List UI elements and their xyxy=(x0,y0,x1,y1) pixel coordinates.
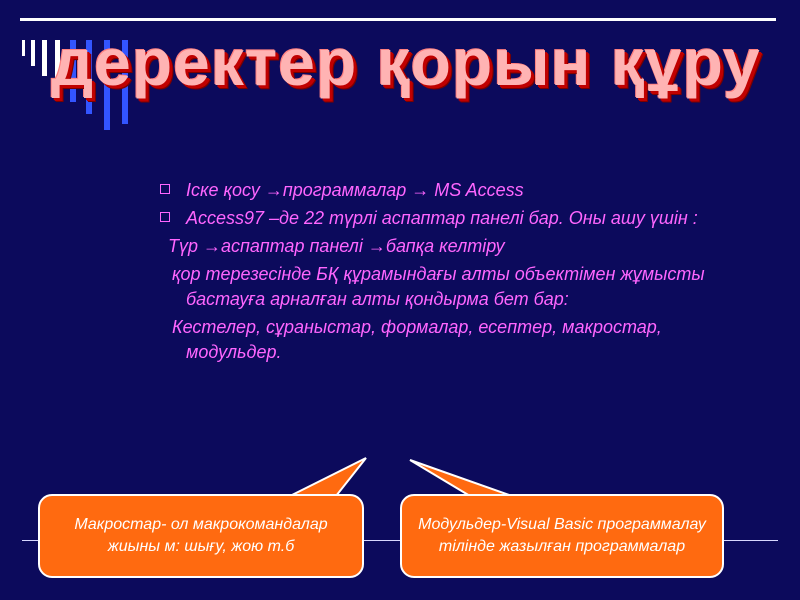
text-line: қор терезесінде БҚ құрамындағы алты объектімен жұмысты бастауға арналған алты қондырма бет бар: xyxy=(172,264,705,309)
callout-modules xyxy=(400,494,724,578)
callout-modules-text: Модульдер-Visual Basic программалау тілінде жазылған программалар xyxy=(418,516,706,555)
callout-macros xyxy=(38,494,364,578)
square-bullet-icon xyxy=(160,184,170,194)
square-bullet-icon xyxy=(160,212,170,222)
slide-title: деректер қорын құру xyxy=(51,25,761,99)
bullet-text: Access97 –де 22 түрлі аспаптар панелі бар. Оны ашу үшін : xyxy=(186,208,698,228)
content-body xyxy=(158,178,758,368)
bullet-text: Іске қосу →программалар → MS Access xyxy=(186,180,524,200)
text-line: Кестелер, сұраныстар, формалар, есептер, макростар, модульдер. xyxy=(172,317,662,362)
text-line: Түр →аспаптар панелі →бапқа келтіру xyxy=(168,236,505,256)
bullet-item xyxy=(158,178,758,203)
callout-macros-text: Макростар- ол макрокомандалар жиыны м: шығу, жою т.б xyxy=(74,516,328,555)
bullet-item xyxy=(158,206,758,231)
top-rule xyxy=(20,18,776,21)
